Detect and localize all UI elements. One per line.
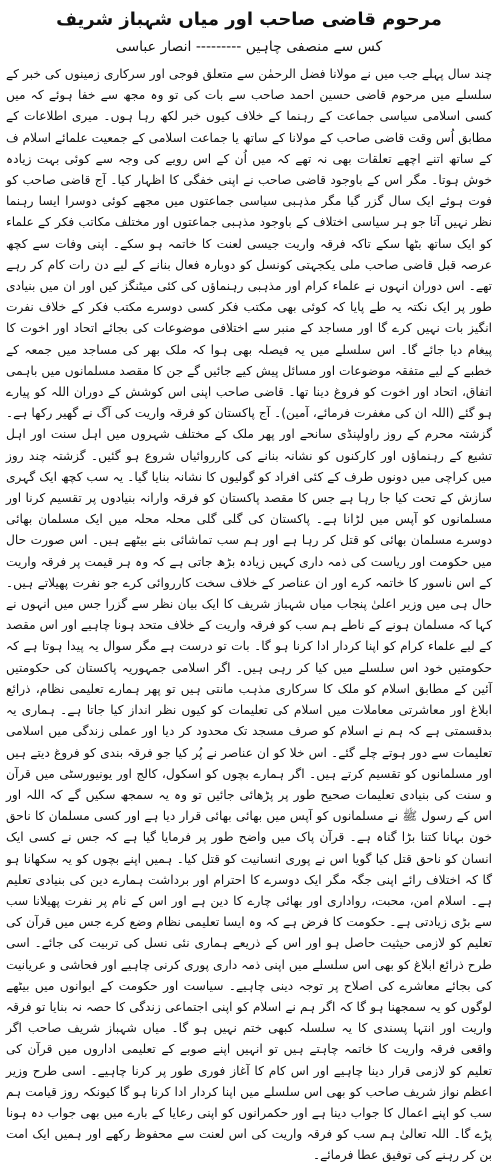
article-subtitle: کس سے منصفی چاہیں xyxy=(245,39,383,55)
article-body xyxy=(6,64,492,1167)
article-paragraph: چند سال پہلے جب میں نے مولانا فضل الرحمٰن سے متعلق فوجی اور سرکاری زمینوں کی خبر کے سلسلے میں مرحوم قاضی حسین احمد صاحب سے بات کی تو وہ مجھ سے خفا ہوئے کہ میں کسی اسلامی سیاسی جماعت کے رہنما کے خلاف کیوں خبر لکھ رہا ہوں۔ میری اطلاعات کے مطابق اُس وقت قاضی صاحب کے مولانا کے ساتھ یا جماعت اسلامی کے جمعیت علمائے اسلام ف کے ساتھ اتنے اچھے تعلقات بھی نہ تھے کہ میں اُن کے اس رویے کی وجہ سے کوئی بہت زیادہ خوش ہوتا۔ مگر اس کے باوجود قاضی صاحب نے اپنی خفگی کا اظہار کیا۔ آج قاضی صاحب کو فوت ہوئے ایک سال گزر گیا مگر مذہبی سیاسی جماعتوں میں مجھے کوئی دوسرا ایسا رہنما نظر نہیں آتا جو ہر سیاسی اختلاف کے باوجود مذہبی جماعتوں اور مختلف مکاتب فکر کے علماء کو ایک ساتھ بٹھا سکے تاکہ فرقہ واریت جیسی لعنت کا خاتمہ ہو سکے۔ اپنی وفات سے کچھ عرصہ قبل قاضی صاحب ملی یکجہتی کونسل کو دوبارہ فعال بنانے کے لیے دن رات کام کر رہے تھے۔ اس دوران انہوں نے علماء کرام اور مذہبی رہنماؤں کی کئی میٹنگز کیں اور ان میں بنیادی طور پر ایک نکتہ یہ طے پایا کہ کوئی بھی مکتب فکر کسی دوسرے مکتب فکر کے خلاف نفرت انگیز بات نہیں کرے گا اور مساجد کے منبر سے اختلافی موضوعات کی بجائے اتحاد اور اخوت کا پیغام دیا جائے گا۔ اس سلسلے میں یہ فیصلہ بھی ہوا کہ ملک بھر کی مساجد میں جمعہ کے خطبے کے لیے متفقہ موضوعات اور مسائل پیش کیے جائیں گے جن کا مقصد مسلمانوں میں باہمی اتفاق، اتحاد اور اخوت کو فروغ دینا تھا۔ قاضی صاحب اپنی اس کوشش کے دوران اللہ کو پیارے ہو گئے (اللہ ان کی مغفرت فرمائے، آمین)۔ آج پاکستان کو فرقہ واریت کی آگ نے گھیر رکھا ہے۔ گزشتہ محرم کے روز راولپنڈی سانحے اور پھر ملک کے مختلف شہروں میں اہل سنت اور اہل تشیع کے رہنماؤں اور کارکنوں کو نشانہ بنانے کی کارروائیاں شروع ہو گئیں۔ گزشتہ چند روز میں کراچی میں دونوں طرف کے کئی افراد کو گولیوں کا نشانہ بنایا گیا۔ یہ سب کچھ ایک گہری سازش کے تحت کیا جا رہا ہے جس کا مقصد پاکستان کو فرقہ وارانہ بنیادوں پر تقسیم کرنا اور مسلمانوں کو آپس میں لڑانا ہے۔ پاکستان کی گلی گلی محلہ محلہ میں ایک مسلمان بھائی دوسرے مسلمان بھائی کو قتل کر رہا ہے اور ہم سب تماشائی بنے بیٹھے ہیں۔ اس صورت حال میں حکومت اور ریاست کی ذمہ داری کہیں زیادہ بڑھ جاتی ہے کہ وہ ہر قیمت پر فرقہ واریت کے اس ناسور کا خاتمہ کرے اور ان عناصر کے خلاف سخت کارروائی کرے جو نفرت پھیلاتے ہیں۔ حال ہی میں وزیر اعلیٰ پنجاب میاں شہباز شریف کا ایک بیان نظر سے گزرا جس میں انہوں نے کہا کہ مسلمان ہونے کے ناطے ہم سب کو فرقہ واریت کے خلاف متحد ہونا چاہیے اور اس مقصد کے لیے علماء کرام کو اپنا کردار ادا کرنا ہو گا۔ بات تو درست ہے مگر سوال یہ پیدا ہوتا ہے کہ حکومتیں خود اس سلسلے میں کیا کر رہی ہیں۔ اگر اسلامی جمہوریہ پاکستان کی حکومتیں آئین کے مطابق اسلام کو ملک کا سرکاری مذہب مانتی ہیں تو پھر ہمارے تعلیمی نظام، ذرائع ابلاغ اور معاشرتی معاملات میں اسلام کی تعلیمات کو کیوں نظر انداز کیا جاتا ہے۔ ہماری یہ بدقسمتی ہے کہ ہم نے اسلام کو صرف مسجد تک محدود کر دیا اور عملی زندگی میں اسلامی تعلیمات سے دور ہوتے چلے گئے۔ اس خلا کو ان عناصر نے پُر کیا جو فرقہ بندی کو فروغ دیتے ہیں اور مسلمانوں کو تقسیم کرتے ہیں۔ اگر ہمارے بچوں کو اسکول، کالج اور یونیورسٹی میں قرآن و سنت کی بنیادی تعلیمات صحیح طور پر پڑھائی جائیں تو وہ یہ سمجھ سکیں گے کہ اللہ اور اس کے رسول ﷺ نے مسلمانوں کو آپس میں بھائی بھائی قرار دیا ہے اور کسی مسلمان کا ناحق خون بہانا کتنا بڑا گناہ ہے۔ قرآن پاک میں واضح طور پر فرمایا گیا ہے کہ جس نے کسی ایک انسان کو ناحق قتل کیا گویا اس نے پوری انسانیت کو قتل کیا۔ ہمیں اپنے بچوں کو یہ سکھانا ہو گا کہ اختلاف رائے اپنی جگہ مگر ایک دوسرے کا احترام اور برداشت ہمارے دین کی بنیادی تعلیم ہے۔ اسلام امن، محبت، رواداری اور بھائی چارے کا دین ہے اور اس کے نام پر نفرت پھیلانا سب سے بڑی زیادتی ہے۔ حکومت کا فرض ہے کہ وہ ایسا تعلیمی نظام وضع کرے جس میں قرآن کی تعلیم کو لازمی حیثیت حاصل ہو اور اس کے ذریعے ہماری نئی نسل کی تربیت کی جائے۔ اسی طرح ذرائع ابلاغ کو بھی اس سلسلے میں اپنی ذمہ داری پوری کرنی چاہیے اور فحاشی و عریانیت کی بجائے معاشرے کی اصلاح پر توجہ دینی چاہیے۔ سیاست اور حکومت کے ایوانوں میں بیٹھے لوگوں کو یہ سمجھنا ہو گا کہ اگر ہم نے اسلام کو اپنی اجتماعی زندگی کا حصہ نہ بنایا تو فرقہ واریت اور انتہا پسندی کا یہ سلسلہ کبھی ختم نہیں ہو گا۔ میاں شہباز شریف صاحب اگر واقعی فرقہ واریت کا خاتمہ چاہتے ہیں تو انہیں اپنے صوبے کے تعلیمی اداروں میں قرآن کی تعلیم کو لازمی قرار دینا چاہیے اور اس کام کا آغاز فوری طور پر کرنا چاہیے۔ اسی طرح وزیر اعظم نواز شریف صاحب کو بھی اس سلسلے میں اپنا کردار ادا کرنا ہو گا کیونکہ روز قیامت ہم سب کو اپنے اعمال کا جواب دینا ہے اور حکمرانوں کو اپنی رعایا کے بارے میں بھی جواب دہ ہونا پڑے گا۔ اللہ تعالیٰ ہم سب کو فرقہ واریت کی اس لعنت سے محفوظ رکھے اور ہمیں ایک امت بن کر رہنے کی توفیق عطا فرمائے۔ xyxy=(6,67,492,1163)
article-header xyxy=(6,8,492,58)
byline-separator: --------- xyxy=(195,39,242,55)
article-title: مرحوم قاضی صاحب اور میاں شہباز شریف xyxy=(56,9,442,30)
article-byline xyxy=(6,36,492,58)
article-author: انصار عباسی xyxy=(115,39,192,55)
